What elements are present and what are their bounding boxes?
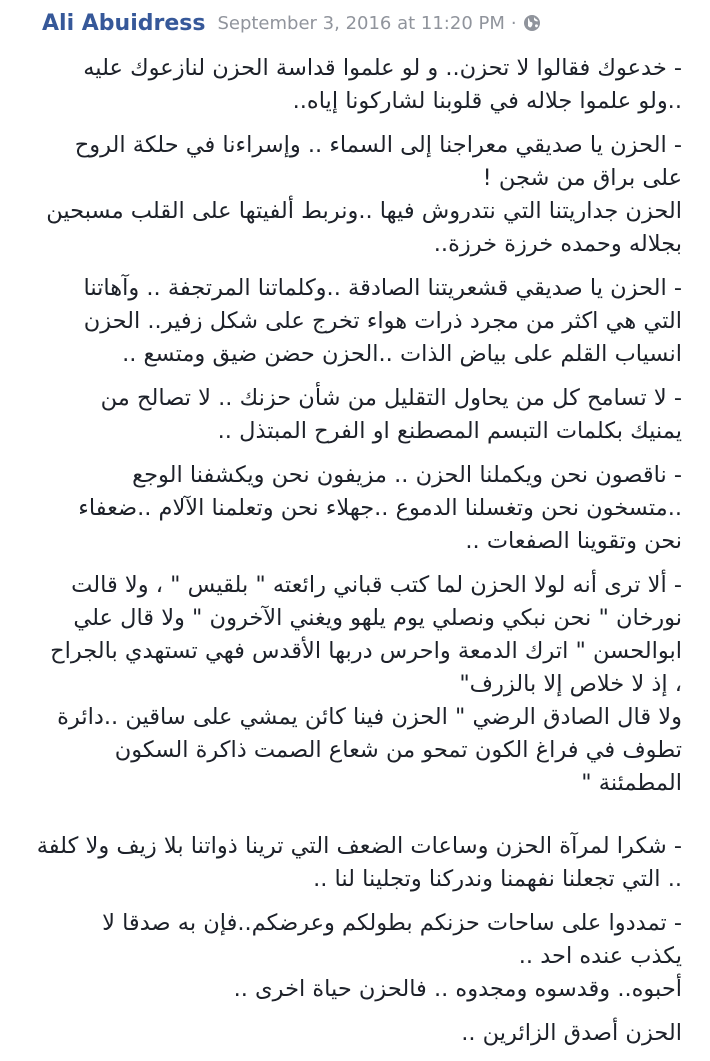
post-line: انسياب القلم على بياض الذات ..الحزن حضن ضيق ومتسع ..: [122, 341, 682, 367]
post-line: - خدعوك فقالوا لا تحزن.. و لو علموا قداسة الحزن لنازعوك عليه: [83, 55, 682, 81]
post-line: المطمئنة ": [581, 770, 682, 796]
post-meta: [217, 13, 540, 34]
post-line: التي هي اكثر من مجرد ذرات هواء تخرج على شكل زفير.. الحزن: [83, 308, 682, 334]
post-line: نورخان " نحن نبكي ونصلي يوم يلهو ويغني الآخرون " ولا قال علي: [73, 605, 682, 631]
post-line: - ألا ترى أنه لولا الحزن لما كتب قباني رائعته " بلقيس " ، ولا قالت: [71, 572, 682, 598]
post-timestamp[interactable]: September 3, 2016 at 11:20 PM: [217, 12, 505, 34]
post-line: تطوف في فراغ الكون تمحو من شعاع الصمت ذاكرة السكون: [114, 737, 682, 763]
post-line: ابوالحسن " اترك الدمعة واحرس دربها الأقدس فهي تستهدي بالجراح: [50, 638, 682, 664]
post-paragraph: [22, 830, 682, 896]
post-paragraph: [22, 569, 682, 800]
post-line: الحزن أصدق الزائرين ..: [461, 1020, 682, 1046]
post-paragraph: [22, 907, 682, 1006]
post-line: ..متسخون نحن وتغسلنا الدموع ..جهلاء نحن وتعلمنا الآلام ..ضعفاء: [78, 495, 682, 521]
post-line: يكذب عنده احد ..: [518, 943, 682, 969]
post-line: يمنيك بكلمات التبسم المصطنع او الفرح المبتذل ..: [217, 418, 682, 444]
post-header: [42, 8, 690, 38]
post-paragraph: [22, 459, 682, 558]
post-line: - تمددوا على ساحات حزنكم بطولكم وعرضكم..فإن به صدقا لا: [102, 910, 682, 936]
post-line: بجلاله وحمده خرزة خرزة..: [433, 231, 682, 257]
post-line: أحبوه.. وقدسوه ومجدوه .. فالحزن حياة اخرى ..: [233, 976, 682, 1002]
post-line: - ناقصون نحن ويكملنا الحزن .. مزيفون نحن ويكشفنا الوجع: [132, 462, 682, 488]
post-line: نحن وتقوينا الصفعات ..: [465, 528, 682, 554]
post-line: - الحزن يا صديقي معراجنا إلى السماء .. وإسراءنا في حلكة الروح: [74, 132, 682, 158]
post-paragraph: [22, 52, 682, 118]
meta-separator: ·: [510, 12, 517, 34]
post-paragraph: [22, 382, 682, 448]
author-name[interactable]: Ali Abuidress: [42, 10, 206, 36]
post-paragraph: [22, 272, 682, 371]
post-line: ، إذ لا خلاص إلا بالزرف": [459, 671, 682, 697]
globe-icon[interactable]: [523, 14, 541, 32]
post-line: الحزن جداريتنا التي نتدروش فيها ..ونربط ألفيتها على القلب مسبحين: [46, 198, 682, 224]
post-paragraph: [22, 1017, 682, 1050]
post-line: ..ولو علموا جلاله في قلوبنا لشاركونا إياه..: [292, 88, 682, 114]
post-paragraph: [22, 129, 682, 261]
post-line: على براق من شجن !: [482, 165, 682, 191]
post-line: - الحزن يا صديقي قشعريتنا الصادقة ..وكلماتنا المرتجفة .. وآهاتنا: [83, 275, 682, 301]
post-line: - لا تسامح كل من يحاول التقليل من شأن حزنك .. لا تصالح من: [100, 385, 682, 411]
post-line: - شكرا لمرآة الحزن وساعات الضعف التي ترينا ذواتنا بلا زيف ولا كلفة: [36, 833, 682, 859]
post-line: ولا قال الصادق الرضي " الحزن فينا كائن يمشي على ساقين ..دائرة: [57, 704, 682, 730]
post-line: .. التي تجعلنا نفهمنا وندركنا وتجلينا لنا ..: [313, 866, 682, 892]
post-body: [22, 52, 682, 1061]
